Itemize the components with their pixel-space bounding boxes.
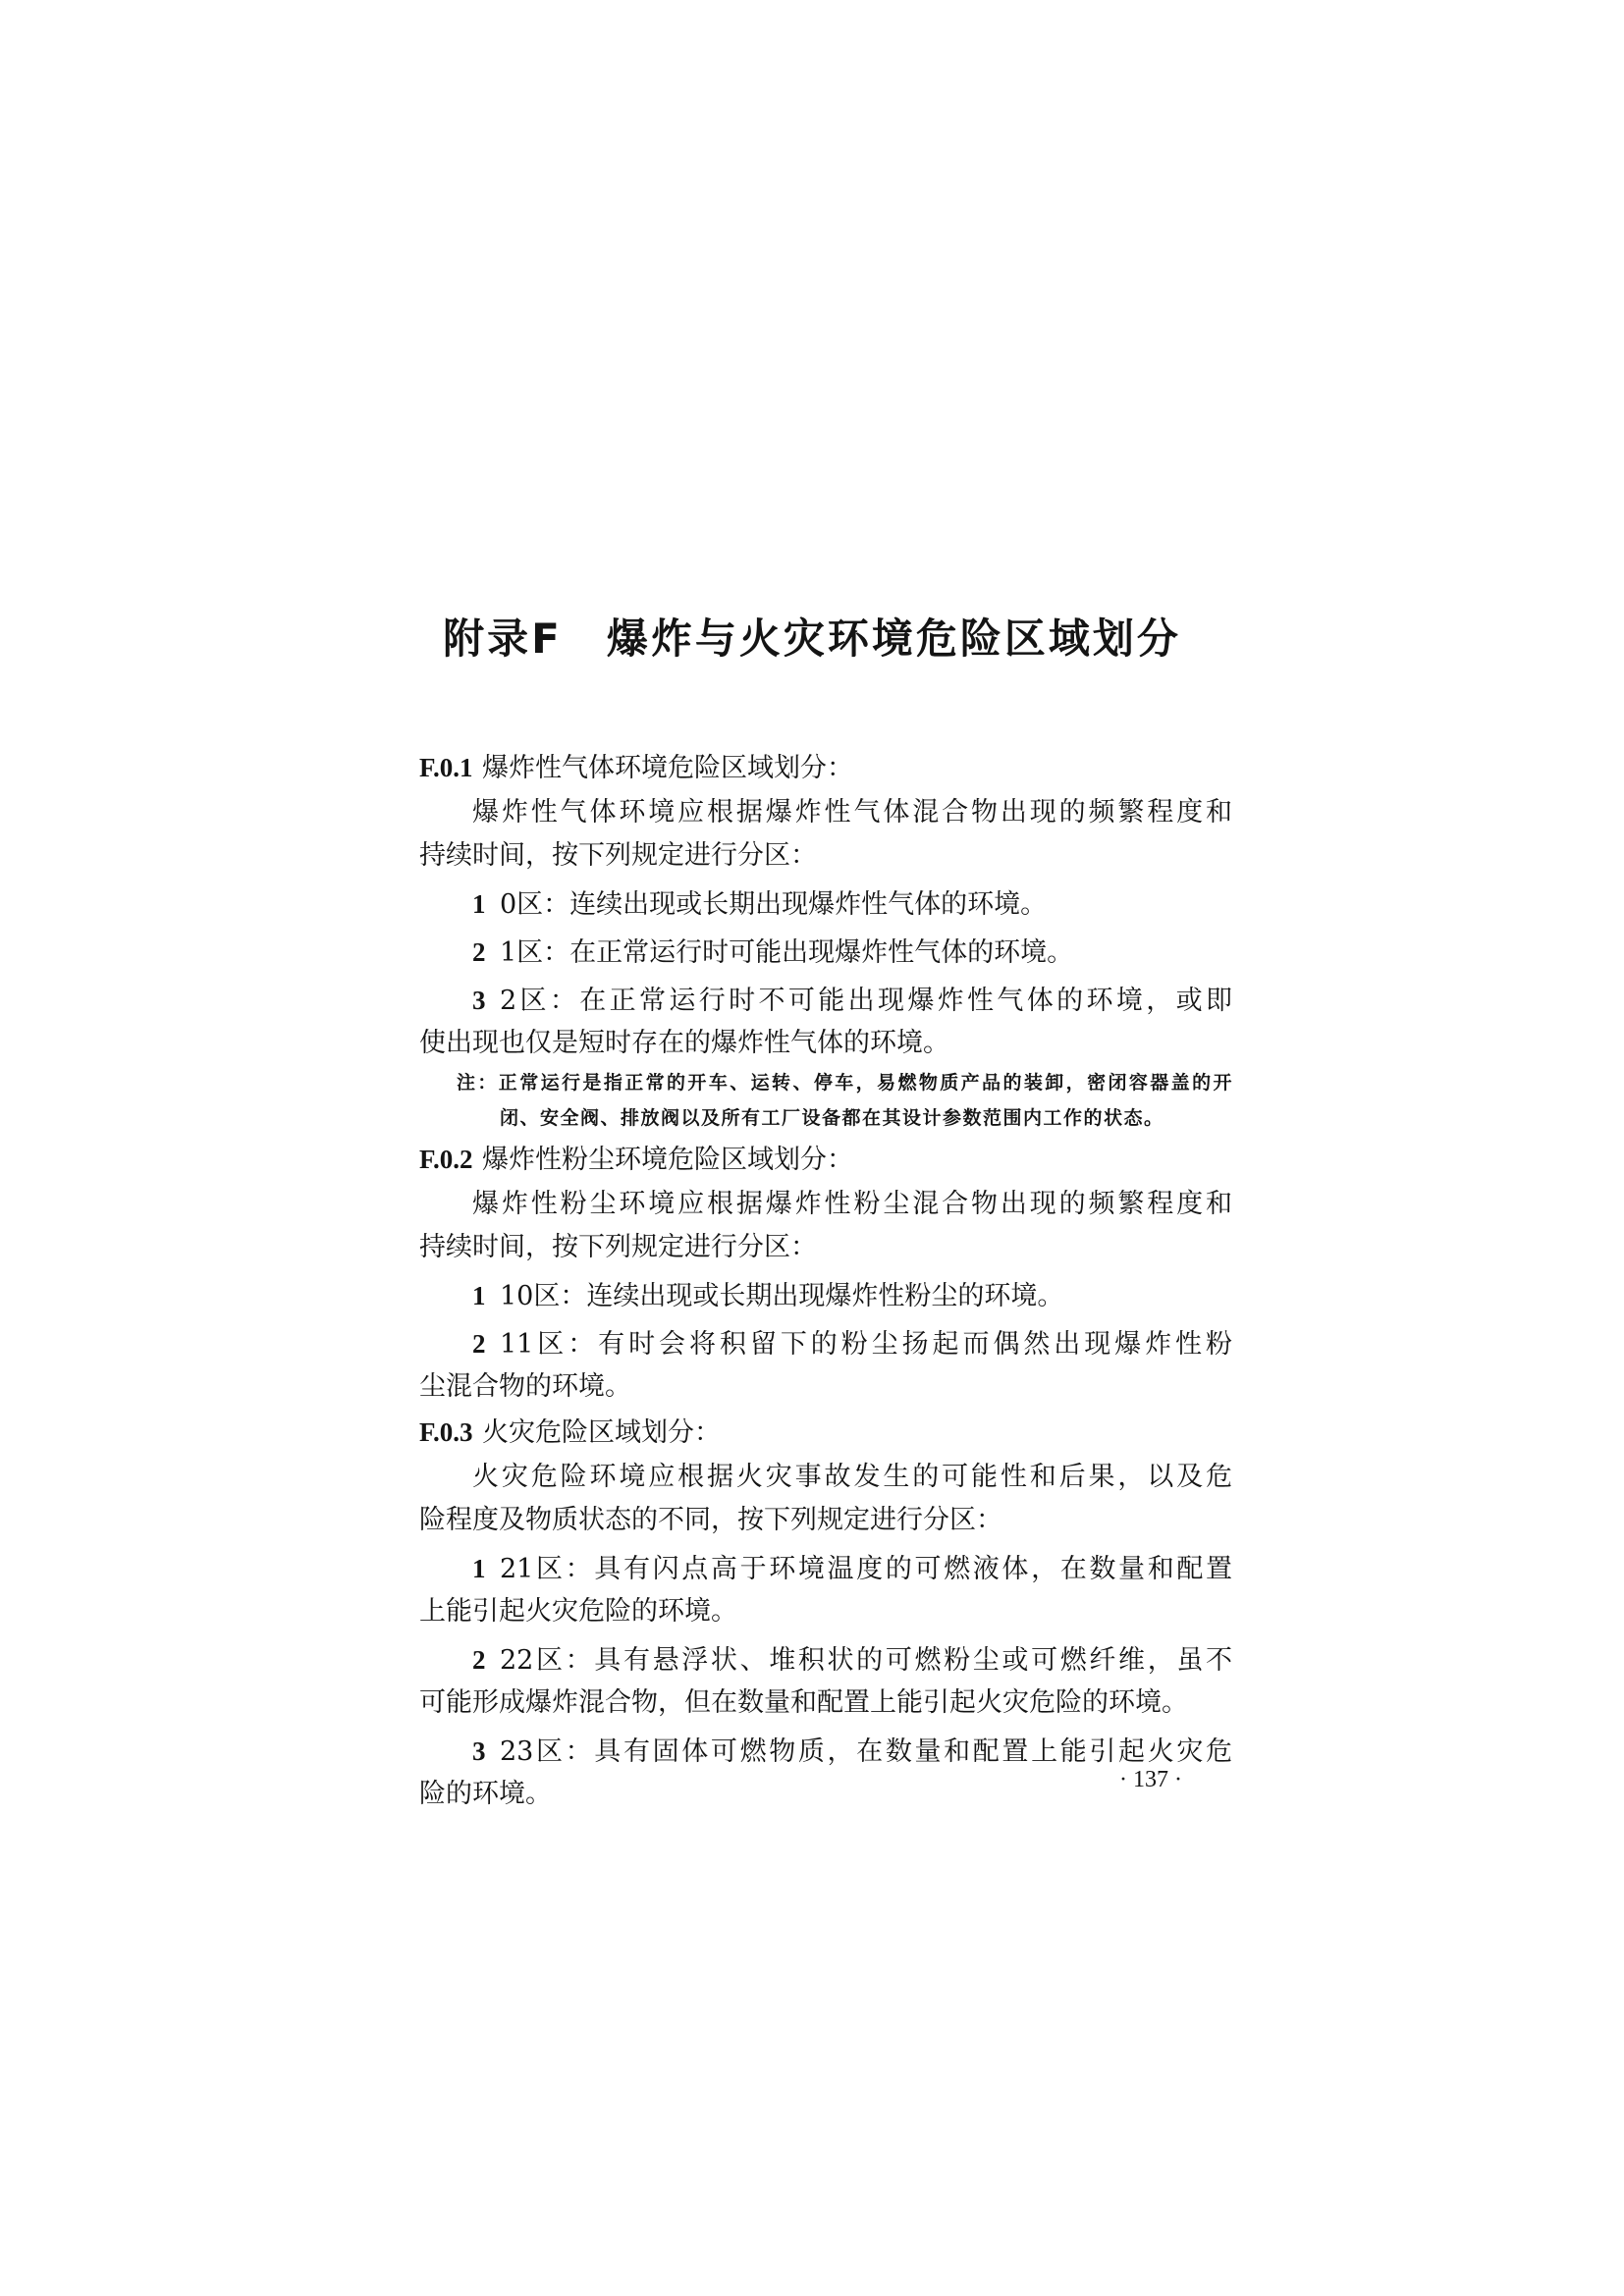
list-item <box>419 1274 1232 1317</box>
item-text: 10区：连续出现或长期出现爆炸性粉尘的环境。 <box>500 1281 1064 1311</box>
clause-title: 爆炸性气体环境危险区域划分： <box>482 753 853 783</box>
item-text: 11区：有时会将积留下的粉尘扬起而偶然出现爆炸性粉 <box>500 1329 1232 1360</box>
list-item <box>419 1638 1232 1682</box>
item-text: 21区：具有闪点高于环境温度的可燃液体，在数量和配置 <box>500 1554 1232 1584</box>
clause-number: F.0.3 <box>419 1417 473 1447</box>
page-number: · 137 · <box>1119 1767 1182 1792</box>
item-number: 2 <box>472 1645 486 1675</box>
item-number: 1 <box>472 889 486 919</box>
list-item <box>419 931 1232 974</box>
clause-number: F.0.2 <box>419 1145 473 1174</box>
item-text: 2区：在正常运行时不可能出现爆炸性气体的环境，或即 <box>500 986 1232 1016</box>
paragraph-line: 爆炸性粉尘环境应根据爆炸性粉尘混合物出现的频繁程度和 <box>472 1189 1232 1219</box>
item-number: 1 <box>472 1554 486 1583</box>
clause-title: 爆炸性粉尘环境危险区域划分： <box>482 1145 853 1175</box>
note-line: 闭、安全阀、排放阀以及所有工厂设备都在其设计参数范围内工作的状态。 <box>500 1107 1164 1129</box>
item-text: 0区：连续出现或长期出现爆炸性气体的环境。 <box>500 889 1048 920</box>
list-item <box>419 1547 1232 1590</box>
item-continuation: 上能引起火灾危险的环境。 <box>419 1596 737 1627</box>
paragraph-line: 火灾危险环境应根据火灾事故发生的可能性和后果，以及危 <box>472 1462 1232 1492</box>
item-continuation: 险的环境。 <box>419 1779 552 1809</box>
page-title: 附录F 爆炸与火灾环境危险区域划分 <box>443 614 1181 663</box>
list-item <box>419 1730 1232 1773</box>
item-text: 23区：具有固体可燃物质，在数量和配置上能引起火灾危 <box>500 1736 1232 1767</box>
clause-number: F.0.1 <box>419 753 473 782</box>
section-heading <box>419 744 1232 791</box>
item-number: 3 <box>472 986 486 1015</box>
note-line: 注：正常运行是指正常的开车、运转、停车，易燃物质产品的装卸，密闭容器盖的开 <box>457 1072 1232 1094</box>
item-continuation: 尘混合物的环境。 <box>419 1371 631 1402</box>
item-text: 22区：具有悬浮状、堆积状的可燃粉尘或可燃纤维，虽不 <box>500 1645 1232 1676</box>
item-continuation: 可能形成爆炸混合物，但在数量和配置上能引起火灾危险的环境。 <box>419 1687 1188 1718</box>
paragraph-line: 持续时间，按下列规定进行分区： <box>419 1232 817 1262</box>
item-number: 3 <box>472 1736 486 1766</box>
list-item <box>419 882 1232 926</box>
item-text: 1区：在正常运行时可能出现爆炸性气体的环境。 <box>500 937 1074 968</box>
list-item <box>419 979 1232 1022</box>
item-continuation: 使出现也仅是短时存在的爆炸性气体的环境。 <box>419 1028 949 1058</box>
document-body <box>419 744 1232 1816</box>
paragraph-line: 持续时间，按下列规定进行分区： <box>419 840 817 871</box>
list-item <box>419 1322 1232 1365</box>
item-number: 2 <box>472 937 486 967</box>
item-number: 1 <box>472 1281 486 1310</box>
paragraph-line: 爆炸性气体环境应根据爆炸性气体混合物出现的频繁程度和 <box>472 797 1232 828</box>
section-heading <box>419 1136 1232 1183</box>
section-heading <box>419 1409 1232 1456</box>
item-number: 2 <box>472 1329 486 1359</box>
clause-title: 火灾危险区域划分： <box>482 1417 721 1448</box>
paragraph-line: 险程度及物质状态的不同，按下列规定进行分区： <box>419 1505 1002 1535</box>
